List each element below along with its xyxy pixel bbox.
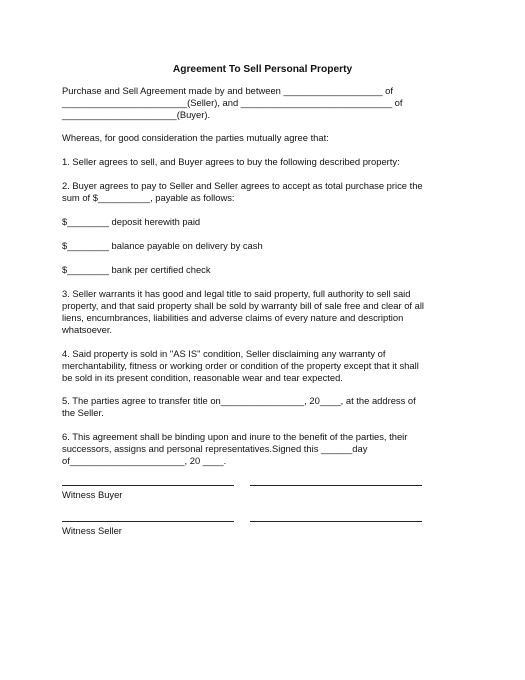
clause-4-line: 4. Said property is sold in "AS IS" condition, Seller disclaiming any warranty of <box>62 348 386 359</box>
document-title: Agreement To Sell Personal Property <box>172 64 353 75</box>
clause-5-line: the Seller. <box>62 407 104 418</box>
clause-2-line: 2. Buyer agrees to pay to Seller and Seller agrees to accept as total purchase price the <box>62 180 423 191</box>
clause-6-line: of______________________, 20 ____. <box>62 455 227 466</box>
payment-item-check: $________ bank per certified check <box>62 264 211 275</box>
whereas-paragraph: Whereas, for good consideration the parties mutually agree that: <box>62 132 329 143</box>
clause-5-line: 5. The parties agree to transfer title on________________, 20____, at the address of <box>62 395 416 406</box>
signature-line-witness-buyer[interactable] <box>62 485 234 486</box>
clause-2-line: sum of $__________, payable as follows: <box>62 192 235 203</box>
payment-item-balance: $________ balance payable on delivery by cash <box>62 240 263 251</box>
witness-buyer-label: Witness Buyer <box>62 489 123 500</box>
clause-3-line: property, and that said property shall be sold by warranty bill of sale free and clear of all <box>62 300 424 311</box>
clause-1: 1. Seller agrees to sell, and Buyer agrees to buy the following described property: <box>62 156 400 167</box>
witness-seller-label: Witness Seller <box>62 525 122 536</box>
clause-4-line: merchantability, fitness or working order or condition of the property except that it shall <box>62 360 419 371</box>
payment-item-deposit: $________ deposit herewith paid <box>62 216 201 227</box>
signature-line-buyer[interactable] <box>250 485 422 486</box>
clause-4-line: be sold in its present condition, reasonable wear and tear expected. <box>62 372 343 383</box>
clause-6-line: 6. This agreement shall be binding upon and inure to the benefit of the parties, their <box>62 431 408 442</box>
clause-3-line: 3. Seller warrants it has good and legal title to said property, full authority to sell said <box>62 288 411 299</box>
clause-3-line: liens, encumbrances, liabilities and adverse claims of every nature and description <box>62 312 404 323</box>
signature-line-seller[interactable] <box>250 521 422 522</box>
clause-6-line: successors, assigns and personal representatives.Signed this ______day <box>62 443 368 454</box>
intro-line: ________________________(Seller), and _____________________________ of <box>62 97 403 108</box>
signature-line-witness-seller[interactable] <box>62 521 234 522</box>
intro-line: ______________________(Buyer). <box>62 109 211 120</box>
clause-3-line: whatsoever. <box>62 324 113 335</box>
intro-line: Purchase and Sell Agreement made by and between ___________________ of <box>62 85 393 96</box>
